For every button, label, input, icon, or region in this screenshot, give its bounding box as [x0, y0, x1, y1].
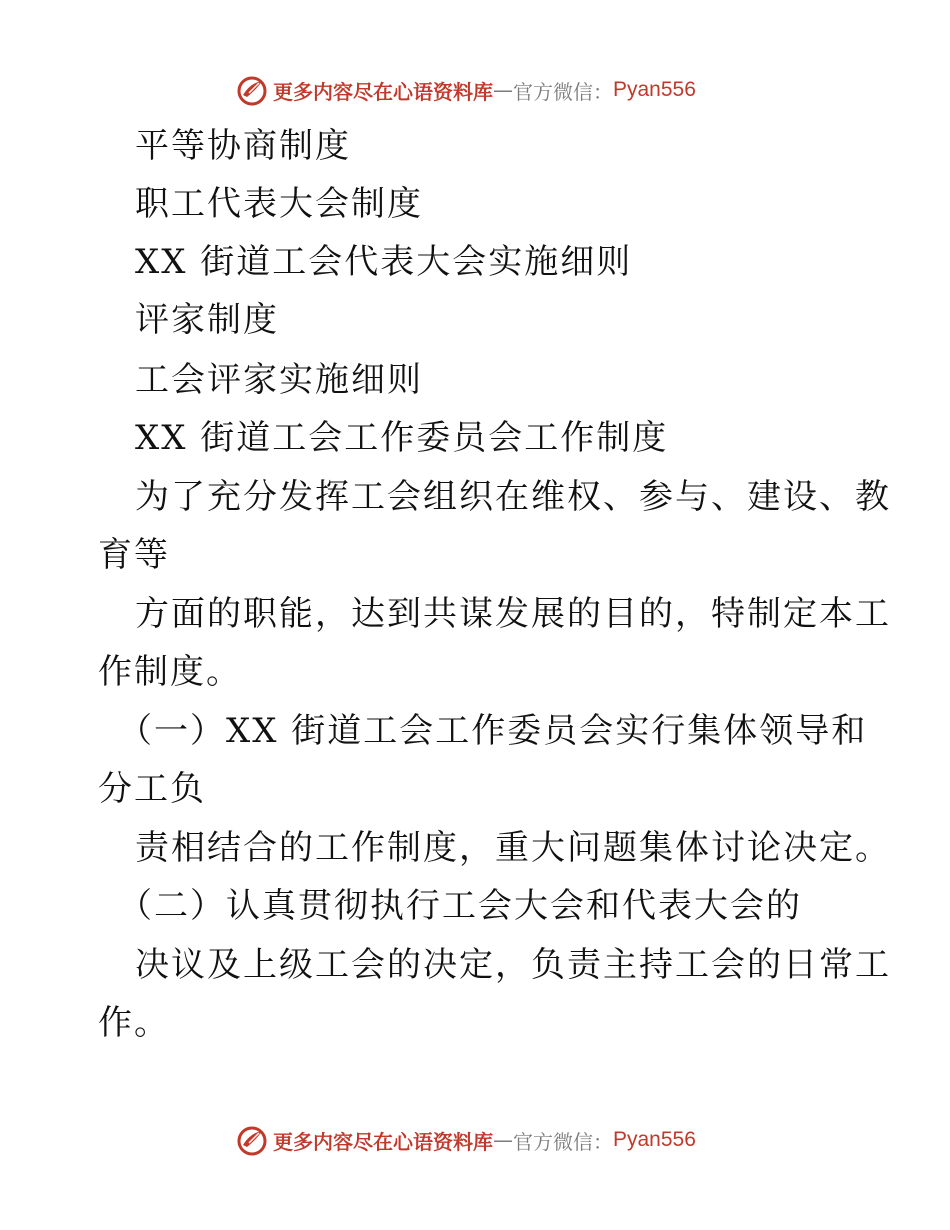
watermark-dash: — — [493, 78, 513, 102]
text-line: XX 街道工会工作委员会工作制度 — [135, 418, 669, 458]
header-watermark — [235, 72, 696, 108]
text-line: 育等 — [98, 535, 170, 575]
text-line: （一）XX 街道工会工作委员会实行集体领导和 — [118, 711, 868, 751]
text-line: 工会评家实施细则 — [135, 360, 423, 400]
text-line: 作制度。 — [98, 652, 242, 692]
text-line: 作。 — [98, 1003, 170, 1043]
watermark-main-text: 更多内容尽在心语资料库 — [273, 1129, 493, 1154]
text-line: 决议及上级工会的决定，负责主持工会的日常工 — [135, 945, 891, 985]
text-line: 平等协商制度 — [135, 126, 351, 166]
watermark-official-label: 官方微信： — [513, 79, 613, 104]
brand-logo-icon — [235, 1123, 269, 1157]
text-line: 为了充分发挥工会组织在维权、参与、建设、教 — [135, 477, 891, 517]
watermark-dash: — — [493, 1128, 513, 1152]
text-line: 方面的职能，达到共谋发展的目的，特制定本工 — [135, 594, 891, 634]
brand-logo-icon — [235, 73, 269, 107]
text-line: 责相结合的工作制度，重大问题集体讨论决定。 — [135, 828, 891, 868]
watermark-wechat-id: Pyan556 — [613, 78, 696, 101]
footer-watermark — [235, 1122, 696, 1158]
text-line: 职工代表大会制度 — [135, 184, 423, 224]
text-line: XX 街道工会代表大会实施细则 — [135, 242, 633, 282]
text-line: 评家制度 — [135, 300, 279, 340]
text-line: 分工负 — [98, 769, 206, 809]
watermark-wechat-id: Pyan556 — [613, 1128, 696, 1151]
watermark-main-text: 更多内容尽在心语资料库 — [273, 79, 493, 104]
watermark-official-label: 官方微信： — [513, 1129, 613, 1154]
text-line: （二）认真贯彻执行工会大会和代表大会的 — [118, 886, 802, 926]
